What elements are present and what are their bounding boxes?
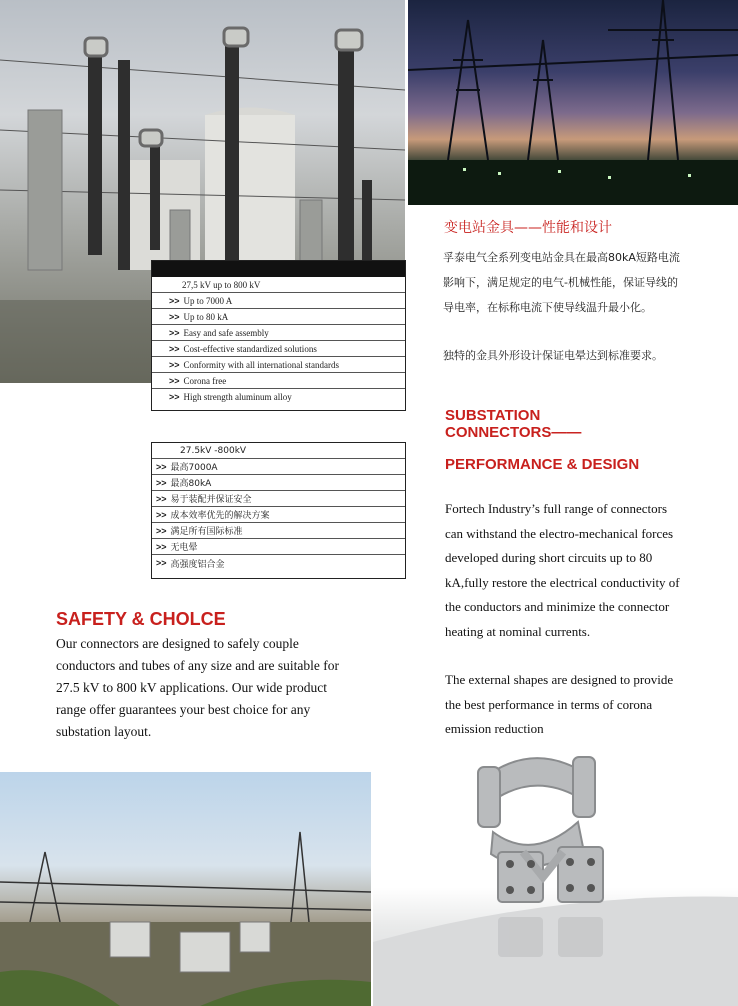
spec-row-text: Up to 80 kA [183, 311, 229, 322]
spec-row [152, 309, 405, 325]
spec-row-text: 27,5 kV up to 800 kV [182, 279, 261, 290]
bullet-icon: >> [156, 493, 167, 504]
cn-paragraph-line: 孚泰电气全系列变电站金具在最高80kA短路电流 [443, 251, 680, 264]
spec-row [152, 357, 405, 373]
bullet-icon: >> [169, 343, 180, 354]
heading-line: SUBSTATION [445, 407, 541, 424]
paragraph-line: Fortech Industry’s full range of connectors [445, 501, 668, 516]
substation-paragraph [445, 497, 735, 644]
connector-clamp-photo [373, 742, 738, 1006]
spec-row-text: Conformity with all international standards [183, 359, 339, 370]
paragraph-line: Our connectors are designed to safely couple [56, 636, 299, 651]
spec-row [152, 507, 405, 523]
spec-row-text: 易于装配并保证安全 [170, 495, 252, 505]
substation-dusk-photo [408, 0, 738, 205]
spec-row-text: Cost-effective standardized solutions [183, 343, 317, 354]
bullet-icon: >> [156, 558, 167, 568]
bullet-icon: >> [169, 327, 180, 338]
bullet-icon: >> [156, 541, 167, 552]
spec-row [152, 389, 405, 405]
paragraph-line: the best performance in terms of corona [445, 696, 653, 712]
paragraph-line: kA,fully restore the electrical conductivity of [445, 574, 680, 590]
spec-row-text: 成本效率优先的解决方案 [170, 511, 270, 521]
spec-row [152, 325, 405, 341]
spec-row-text: 27.5kV -800kV [180, 445, 247, 456]
paragraph-line: emission reduction [445, 721, 544, 736]
cn-paragraph-line: 影响下，满足规定的电气-机械性能，保证导线的 [443, 276, 678, 289]
spec-row [152, 277, 405, 293]
paragraph-line: conductors and tubes of any size and are suitable for [56, 658, 340, 673]
safety-heading: SAFETY & CHOLCE [56, 609, 226, 629]
spec-row-text: 满足所有国际标准 [170, 527, 243, 537]
spec-row [152, 293, 405, 309]
performance-design-heading: PERFORMANCE & DESIGN [445, 456, 640, 473]
bullet-icon: >> [169, 392, 180, 402]
bullet-icon: >> [169, 375, 180, 386]
spec-row-text: Easy and safe assembly [183, 327, 269, 338]
paragraph-line: The external shapes are designed to provide [445, 672, 674, 687]
paragraph-line: substation layout. [56, 724, 152, 739]
paragraph-line: developed during short circuits up to 80 [445, 550, 653, 565]
paragraph-line: heating at nominal currents. [445, 623, 591, 639]
paragraph-line: range offer guarantees your best choice for any [56, 702, 311, 717]
paragraph-line: 27.5 kV to 800 kV applications. Our wide product [56, 680, 327, 695]
spec-row [152, 459, 405, 475]
cn-section-title: 变电站金具——性能和设计 [444, 220, 612, 236]
spec-table-chinese [151, 442, 406, 579]
heading-line: CONNECTORS—— [445, 424, 582, 441]
bullet-icon: >> [156, 509, 167, 520]
cn-section-paragraph [443, 245, 733, 320]
bullet-icon: >> [169, 359, 180, 370]
paragraph-line: can withstand the electro-mechanical forces [445, 525, 674, 541]
bullet-icon: >> [169, 311, 180, 322]
spec-table-header-band [152, 261, 405, 277]
bullet-icon: >> [156, 477, 167, 488]
bullet-icon: >> [169, 295, 180, 306]
bullet-icon: >> [156, 525, 167, 536]
spec-row-text: Corona free [183, 375, 227, 386]
spec-row [152, 373, 405, 389]
tube-clamp-illustration [373, 742, 738, 1006]
spec-row [152, 341, 405, 357]
spec-row-text: 无电晕 [170, 543, 198, 553]
bullet-icon: >> [156, 461, 167, 472]
spec-row [152, 555, 405, 571]
spec-row [152, 523, 405, 539]
spec-row-text: Up to 7000 A [183, 295, 233, 306]
cn-paragraph-line: 导电率，在标称电流下使导线温升最小化。 [443, 301, 652, 314]
substation-yard-illustration [0, 772, 371, 1006]
substation-heading [445, 407, 581, 441]
transmission-towers-illustration [408, 0, 738, 205]
substation-yard-photo [0, 772, 371, 1006]
spec-row [152, 539, 405, 555]
spec-table-english [151, 260, 406, 411]
safety-paragraph [56, 633, 376, 743]
spec-row [152, 491, 405, 507]
spec-row-text: 最高7000A [170, 463, 218, 473]
spec-row-text: High strength aluminum alloy [183, 392, 292, 402]
spec-row-text: 高强度铝合金 [170, 559, 225, 570]
substation-paragraph-2 [445, 668, 735, 742]
spec-row [152, 443, 405, 459]
spec-row-text: 最高80kA [170, 479, 212, 489]
paragraph-line: the conductors and minimize the connector [445, 599, 670, 614]
spec-row [152, 475, 405, 491]
cn-section-paragraph-2: 独特的金具外形设计保证电晕达到标准要求。 [443, 349, 663, 362]
